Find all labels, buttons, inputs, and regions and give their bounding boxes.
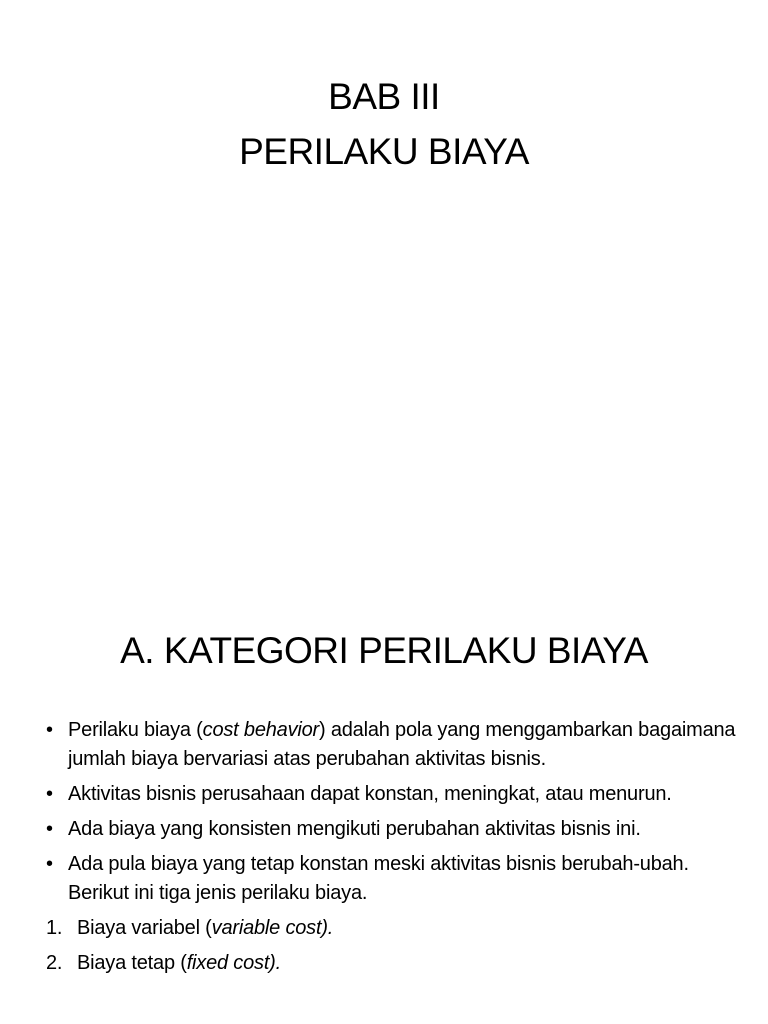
item-text: Ada biaya yang konsisten mengikuti perubahan aktivitas bisnis ini. bbox=[68, 818, 641, 840]
item-italic-term: fixed cost). bbox=[186, 952, 281, 974]
list-item bbox=[46, 780, 736, 809]
chapter-title: PERILAKU BIAYA bbox=[239, 131, 529, 172]
item-text: ) adalah pola yang menggambarkan bagaimana jumlah biaya bervariasi atas perubahan aktivitas bisnis. bbox=[68, 719, 736, 770]
list-item bbox=[46, 850, 736, 908]
bullet-marker: • bbox=[46, 818, 53, 840]
bullet-marker: • bbox=[46, 719, 53, 741]
chapter-label: BAB III bbox=[328, 76, 440, 117]
item-number: 1. bbox=[46, 917, 63, 939]
item-text: Ada pula biaya yang tetap konstan meski aktivitas bisnis berubah-ubah. Berikut ini tiga jenis perilaku biaya. bbox=[68, 853, 689, 904]
list-item bbox=[46, 716, 736, 774]
item-text: Biaya tetap ( bbox=[77, 952, 187, 974]
bullet-marker: • bbox=[46, 853, 53, 875]
numbered-item bbox=[46, 914, 736, 943]
item-text: Aktivitas bisnis perusahaan dapat konstan, meningkat, atau menurun. bbox=[68, 783, 672, 805]
item-italic-term: variable cost). bbox=[211, 917, 334, 939]
list-item bbox=[46, 815, 736, 844]
item-number: 2. bbox=[46, 952, 63, 974]
section-heading: A. KATEGORI PERILAKU BIAYA bbox=[120, 630, 648, 671]
item-text: Biaya variabel ( bbox=[77, 917, 212, 939]
bullet-list bbox=[46, 716, 736, 984]
bullet-marker: • bbox=[46, 783, 53, 805]
item-italic-term: cost behavior bbox=[202, 719, 320, 741]
numbered-item bbox=[46, 949, 736, 978]
item-text: Perilaku biaya ( bbox=[68, 719, 203, 741]
